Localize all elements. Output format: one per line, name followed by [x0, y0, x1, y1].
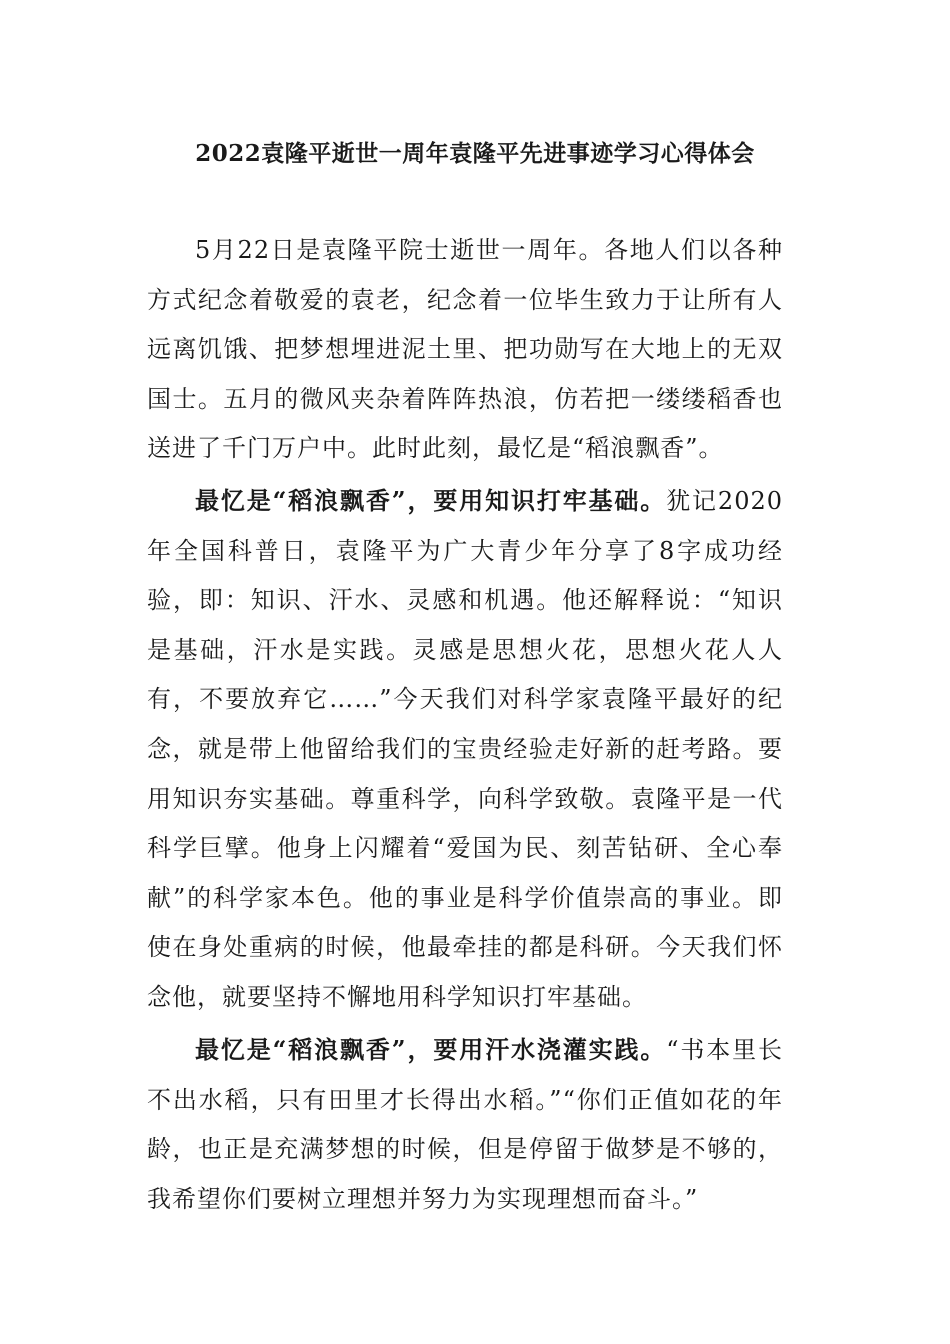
document-title: 2022袁隆平逝世一周年袁隆平先进事迹学习心得体会: [195, 140, 755, 167]
paragraph-knowledge-text: 犹记2020年全国科普日，袁隆平为广大青少年分享了8字成功经验，即：知识、汗水、灵感和机遇。他还解释说：“知识是基础，汗水是实践。灵感是思想火花，思想火花人人有，不要放弃它……”今天我们对科学家袁隆平最好的纪念，就是带上他留给我们的宝贵经验走好新的赶考路。要用知识夯实基础。尊重科学，向科学致敬。袁隆平是一代科学巨擘。他身上闪耀着“爱国为民、刻苦钻研、全心奉献”的科学家本色。他的事业是科学价值崇高的事业。即使在身处重病的时候，他最牵挂的都是科研。今天我们怀念他，就要坚持不懈地用科学知识打牢基础。: [147, 487, 784, 1011]
paragraph-knowledge: [147, 476, 783, 1023]
paragraph-knowledge-lead: 最忆是“稻浪飘香”，要用知识打牢基础。: [195, 486, 667, 515]
paragraph-practice-text: “书本里长不出水稻，只有田里才长得出水稻。”“你们正值如花的年龄，也正是充满梦想的时候，但是停留于做梦是不够的，我希望你们要树立理想并努力为实现理想而奋斗。”: [147, 1036, 784, 1213]
paragraph-intro: [147, 226, 783, 474]
paragraph-intro-text: 5月22日是袁隆平院士逝世一周年。各地人们以各种方式纪念着敬爱的袁老，纪念着一位毕生致力于让所有人远离饥饿、把梦想埋进泥土里、把功勋写在大地上的无双国士。五月的微风夹杂着阵阵热浪，仿若把一缕缕稻香也送进了千门万户中。此时此刻，最忆是“稻浪飘香”。: [147, 236, 783, 463]
paragraph-practice-lead: 最忆是“稻浪飘香”，要用汗水浇灌实践。: [195, 1035, 667, 1064]
paragraph-practice: [147, 1025, 783, 1224]
